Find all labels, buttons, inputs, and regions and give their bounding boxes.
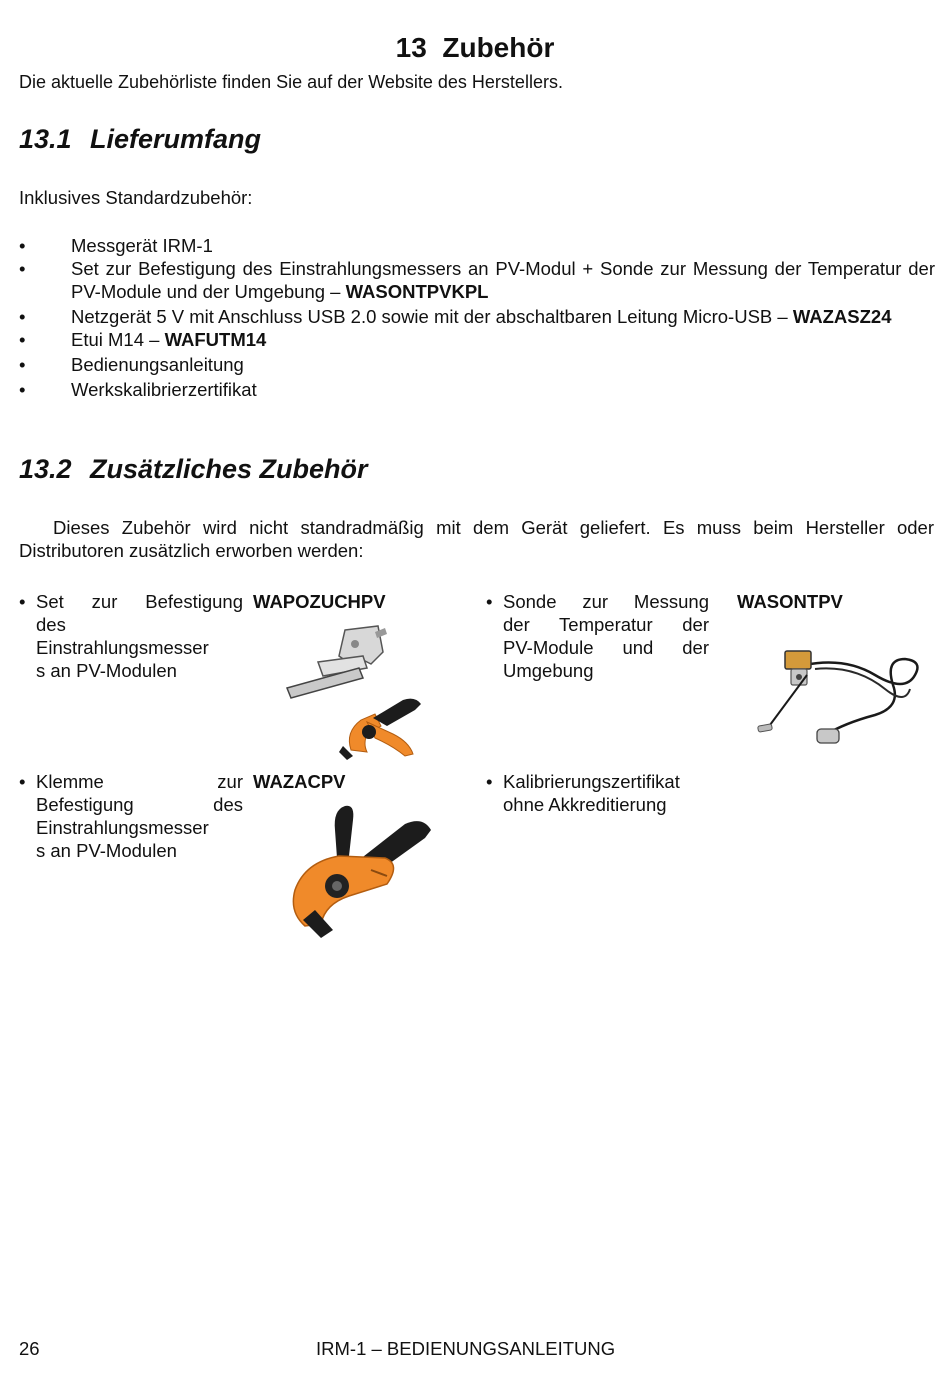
section-number: 13.2: [19, 454, 72, 484]
bullet-icon: •: [19, 329, 26, 350]
temperature-probe-image: [755, 645, 927, 745]
bullet-icon: •: [19, 354, 26, 375]
bullet-icon: •: [486, 771, 493, 792]
bullet-icon: •: [19, 235, 26, 256]
page-number: 26: [19, 1338, 40, 1359]
chapter-number: 13: [395, 32, 427, 63]
bullet-icon: •: [486, 591, 493, 612]
accessory-description: • Set zur Befestigung des Einstrahlungsmesser s an PV-Modulen: [19, 591, 243, 681]
section-number: 13.1: [19, 124, 72, 154]
section-heading-1: [19, 124, 261, 155]
section-title: Zusätzliches Zubehör: [90, 454, 368, 484]
bullet-icon: •: [19, 258, 26, 279]
bullet-icon: •: [19, 306, 26, 327]
document-title: IRM-1 – BEDIENUNGSANLEITUNG: [316, 1338, 616, 1359]
accessory-code: WAFUTM14: [164, 329, 267, 350]
list-item: • Bedienungsanleitung: [19, 354, 244, 375]
accessory-code: WASONTPVKPL: [345, 281, 489, 302]
standard-accessory-list: [19, 234, 935, 401]
chapter-heading: [0, 32, 950, 64]
list-item: • Netzgerät 5 V mit Anschluss USB 2.0 sowie mit der abschaltbaren Leitung Micro-USB – WAZASZ24: [19, 306, 892, 327]
bullet-icon: •: [19, 591, 26, 612]
lead-text: Inklusives Standardzubehör:: [19, 187, 253, 208]
accessory-description: • Klemme zur Befestigung des Einstrahlungsmesser s an PV-Modulen: [19, 771, 243, 861]
mounting-set-image: [283, 622, 428, 762]
accessory-code: WAZACPV: [253, 771, 346, 792]
section-title: Lieferumfang: [90, 124, 262, 154]
accessory-code: WAPOZUCHPV: [253, 591, 386, 612]
list-item: • Messgerät IRM-1: [19, 235, 213, 256]
list-item: • Set zur Befestigung des Einstrahlungsmessers an PV-Modul + Sonde zur Messung der Temperatur der PV-Module und der Umgebung – WASONTPVKPL: [19, 258, 935, 302]
list-item: • Werkskalibrierzertifikat: [19, 379, 257, 400]
spring-clamp-image: [275, 800, 437, 938]
accessory-code: WASONTPV: [737, 591, 843, 612]
accessory-description: • Sonde zur Messung der Temperatur der PV-Module und der Umgebung: [486, 591, 709, 681]
bullet-icon: •: [19, 771, 26, 792]
section-heading-2: [19, 454, 368, 485]
chapter-title: Zubehör: [442, 32, 555, 63]
lead-paragraph-line-2: Distributoren zusätzlich erworben werden:: [19, 540, 364, 561]
list-item: • Etui M14 – WAFUTM14: [19, 329, 267, 350]
lead-paragraph-line-1: Dieses Zubehör wird nicht standradmäßig mit dem Gerät geliefert. Es muss beim Hersteller oder: [53, 517, 934, 538]
intro-text: Die aktuelle Zubehörliste finden Sie auf der Website des Herstellers.: [19, 72, 563, 92]
accessory-code: WAZASZ24: [792, 306, 892, 327]
accessory-description: • Kalibrierungszertifikat ohne Akkreditierung: [486, 771, 680, 815]
bullet-icon: •: [19, 379, 26, 400]
